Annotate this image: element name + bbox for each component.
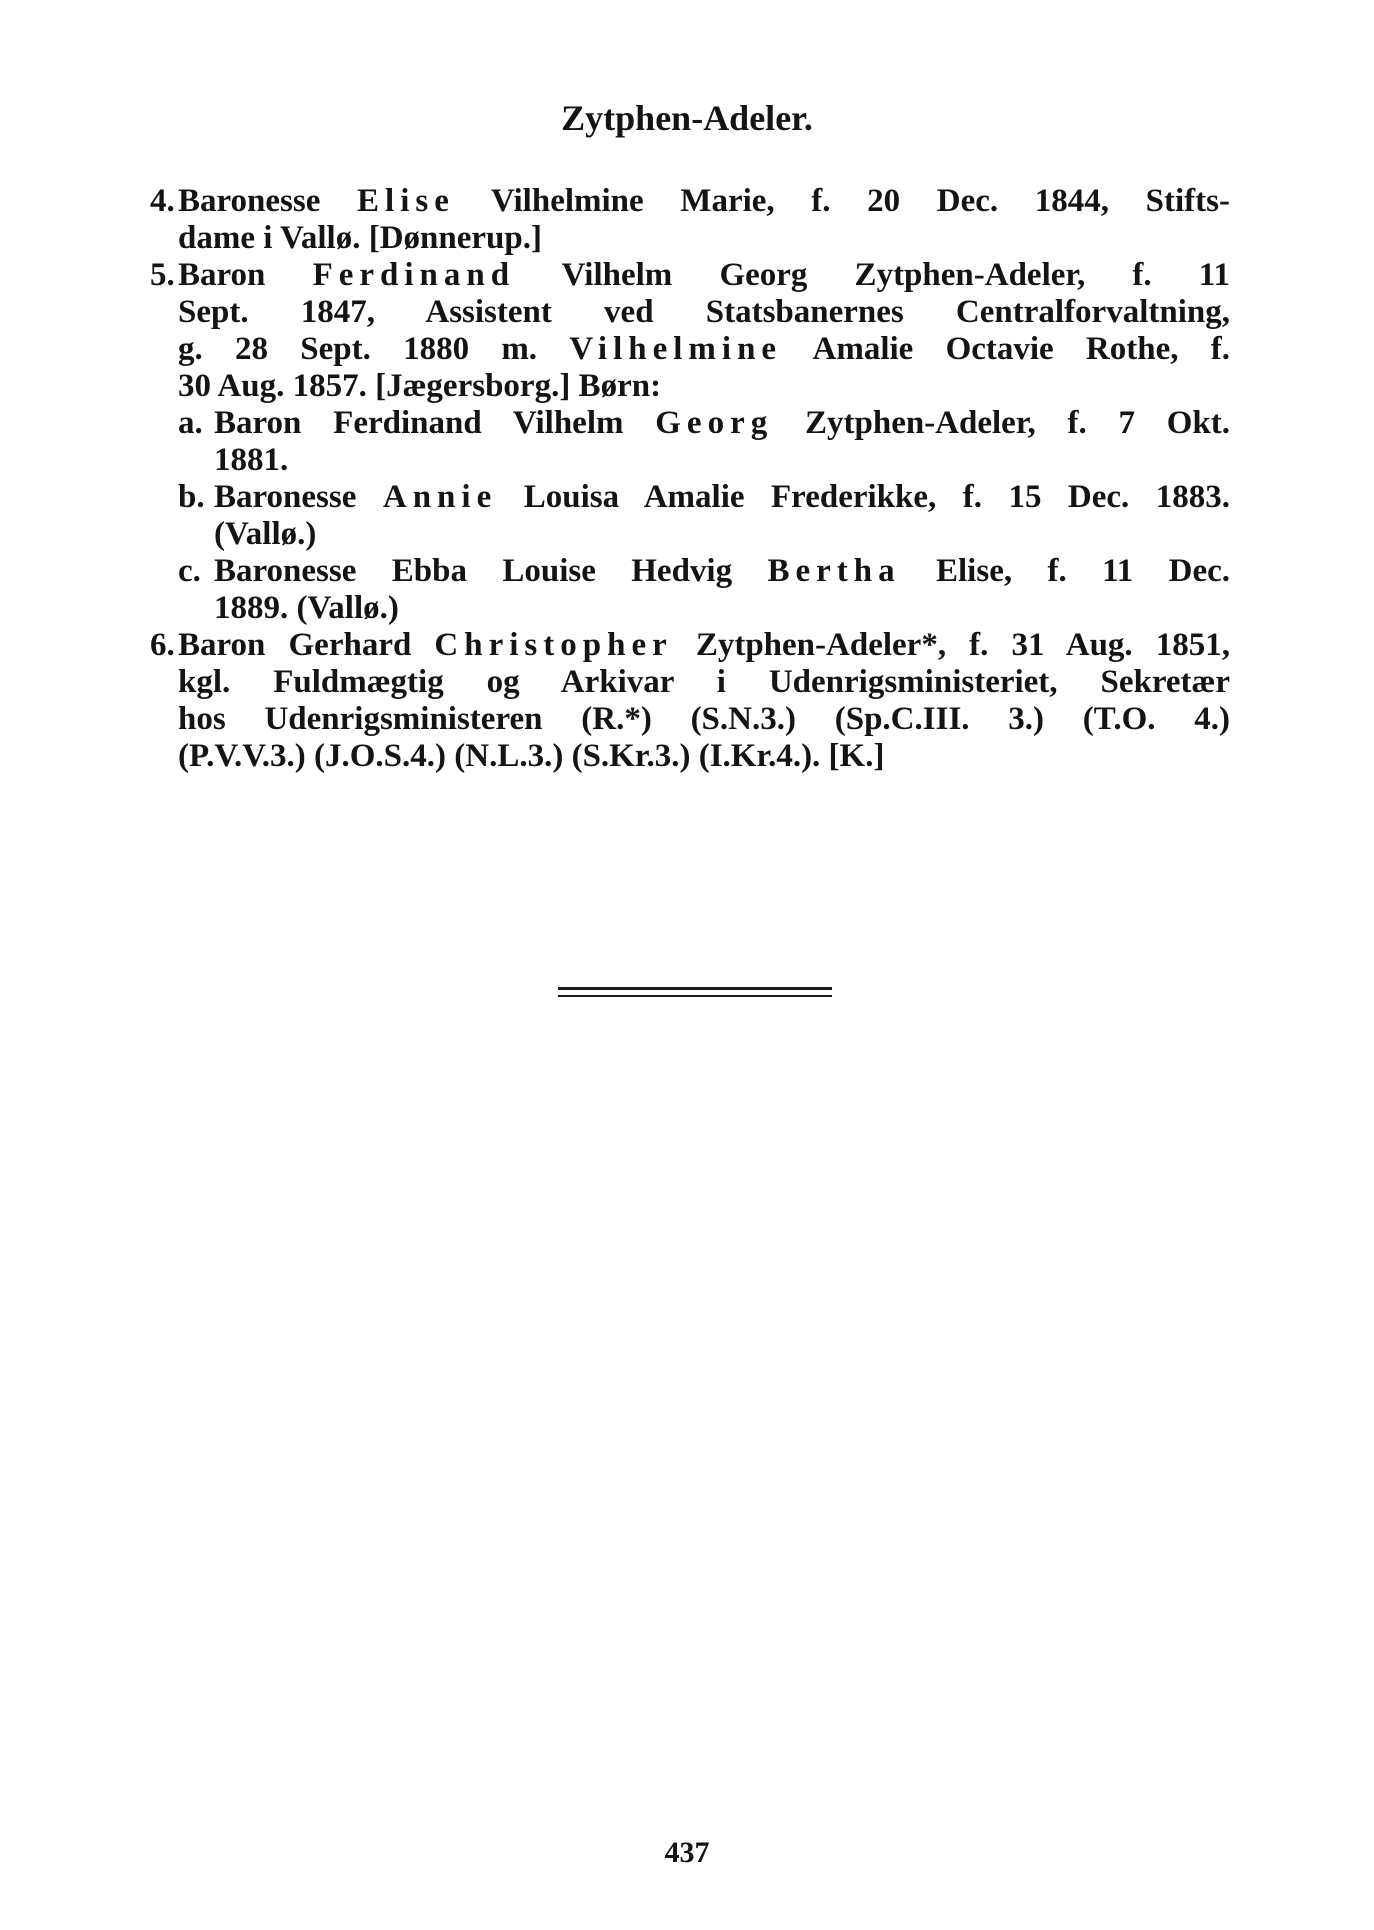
entry-text: 1881.	[214, 442, 289, 478]
entry-5-line-2	[150, 294, 1230, 331]
entry-text: dame i Vallø. [Dønnerup.]	[178, 220, 542, 256]
entry-text: Baron Ferdinand Vilhelm	[214, 405, 656, 441]
child-label: b.	[178, 479, 205, 515]
entry-6-line-2	[150, 664, 1230, 701]
entry-text: Amalie Octavie Rothe, f.	[782, 331, 1230, 367]
entry-text: Sept. 1847, Assistent ved Statsbanernes Centralforvaltning,	[178, 294, 1230, 330]
entry-text: Baronesse	[178, 183, 358, 219]
entry-6-line-1	[150, 627, 1230, 664]
entry-4-line-2	[150, 220, 1230, 257]
entry-number: 4.	[150, 183, 175, 219]
entry-6-line-4	[150, 738, 1230, 775]
child-label: a.	[178, 405, 203, 441]
section-divider-rule-thin	[558, 995, 832, 997]
entry-text: Zytphen-Adeler*, f. 31 Aug. 1851,	[672, 627, 1230, 663]
entry-text: hos Udenrigsministeren (R.*) (S.N.3.) (Sp.C.III. 3.) (T.O. 4.)	[178, 701, 1230, 737]
entry-6-line-3	[150, 701, 1230, 738]
entry-5-line-1	[150, 257, 1230, 294]
entry-text: Zytphen-Adeler, f. 7 Okt.	[773, 405, 1230, 441]
running-header: Zytphen-Adeler.	[561, 98, 813, 138]
entry-text: (P.V.V.3.) (J.O.S.4.) (N.L.3.) (S.Kr.3.) (I.Kr.4.). [K.]	[178, 738, 885, 774]
entry-number: 6.	[150, 627, 175, 663]
entry-text: Baron	[178, 257, 313, 293]
child-b-line-2	[150, 516, 1230, 553]
entry-text: Elise, f. 11 Dec.	[900, 553, 1230, 589]
child-c-line-2	[150, 590, 1230, 627]
entry-text: Louisa Amalie Frederikke, f. 15 Dec. 1883.	[497, 479, 1230, 515]
entry-text: Baron Gerhard	[178, 627, 435, 663]
genealogy-entries	[150, 183, 1230, 775]
child-c-line-1	[150, 553, 1230, 590]
spaced-name: Annie	[382, 479, 498, 515]
child-a-line-1	[150, 405, 1230, 442]
spaced-name: Christopher	[434, 627, 673, 663]
section-divider-rule	[558, 987, 832, 990]
spaced-name: Vilhelmine	[569, 331, 783, 367]
entry-text: Baronesse	[214, 479, 383, 515]
entry-text: 30 Aug. 1857. [Jægersborg.] Børn:	[178, 368, 662, 404]
spaced-name: Elise	[357, 183, 455, 219]
entry-text: Baronesse Ebba Louise Hedvig	[214, 553, 768, 589]
entry-text: Vilhelm Georg Zytphen-Adeler, f. 11	[515, 257, 1230, 293]
child-label: c.	[178, 553, 201, 589]
spaced-name: Ferdinand	[312, 257, 516, 293]
entry-4-line-1	[150, 183, 1230, 220]
entry-5-line-3	[150, 331, 1230, 368]
entry-text: g. 28 Sept. 1880 m.	[178, 331, 570, 367]
entry-text: Vilhelmine Marie, f. 20 Dec. 1844, Stifts-	[454, 183, 1230, 219]
entry-text: 1889. (Vallø.)	[214, 590, 399, 626]
page-number: 437	[664, 1836, 710, 1869]
spaced-name: Bertha	[767, 553, 901, 589]
entry-text: kgl. Fuldmægtig og Arkivar i Udenrigsministeriet, Sekretær	[178, 664, 1230, 700]
child-a-line-2	[150, 442, 1230, 479]
entry-number: 5.	[150, 257, 175, 293]
spaced-name: Georg	[655, 405, 774, 441]
entry-text: (Vallø.)	[214, 516, 317, 552]
entry-5-line-4	[150, 368, 1230, 405]
child-b-line-1	[150, 479, 1230, 516]
